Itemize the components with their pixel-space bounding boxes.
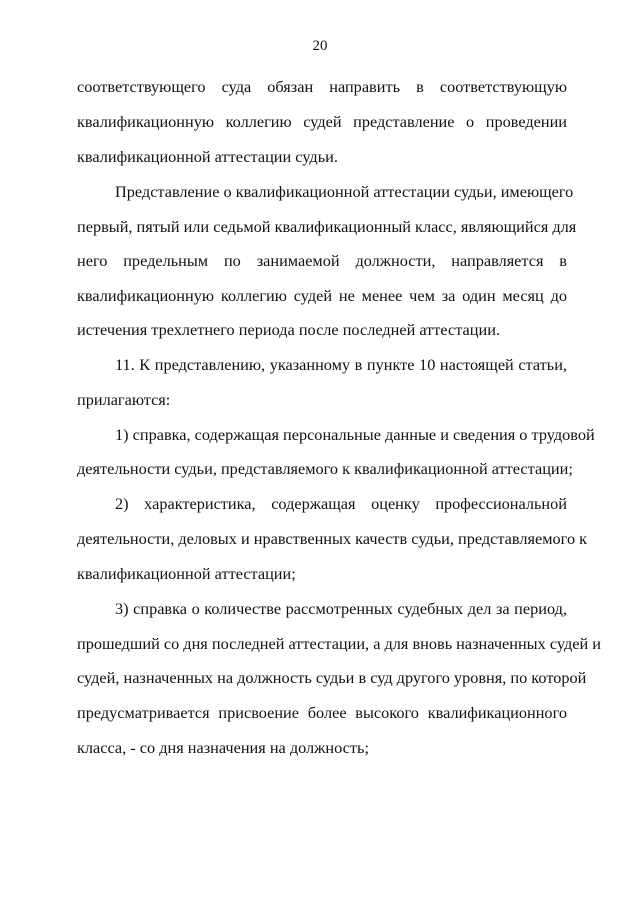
text-line: квалификационную коллегию судей не менее чем за один месяц до [77,286,567,305]
text-line: квалификационную коллегию судей представление о проведении [77,112,567,131]
text-line: класса, - со дня назначения на должность; [77,738,369,757]
text-line: соответствующего суда обязан направить в соответствующую [77,77,567,96]
text-line: него предельным по занимаемой должности, направляется в [77,251,567,270]
text-line: судей, назначенных на должность судьи в суд другого уровня, по которой [77,668,587,687]
text-line: предусматривается присвоение более высокого квалификационного [77,703,567,722]
text-line: прилагаются: [77,390,171,409]
page-number: 20 [312,38,328,54]
text-line: квалификационной аттестации судьи. [77,147,338,166]
text-line: Представление о квалификационной аттестации судьи, имеющего [115,182,574,201]
text-line: деятельности, деловых и нравственных качеств судьи, представляемого к [77,529,588,548]
text-line: 11. К представлению, указанному в пункте 10 настоящей статьи, [115,355,567,374]
text-line: квалификационной аттестации; [77,564,296,583]
text-line: первый, пятый или седьмой квалификационный класс, являющийся для [77,217,577,236]
text-line: деятельности судьи, представляемого к квалификационной аттестации; [77,459,573,478]
text-line: 2) характеристика, содержащая оценку профессиональной [115,494,567,513]
text-line: 1) справка, содержащая персональные данные и сведения о трудовой [115,425,595,444]
text-line: истечения трехлетнего периода после последней аттестации. [77,320,500,339]
text-line: прошедший со дня последней аттестации, а для вновь назначенных судей и [77,634,601,653]
text-line: 3) справка о количестве рассмотренных судебных дел за период, [115,599,567,618]
